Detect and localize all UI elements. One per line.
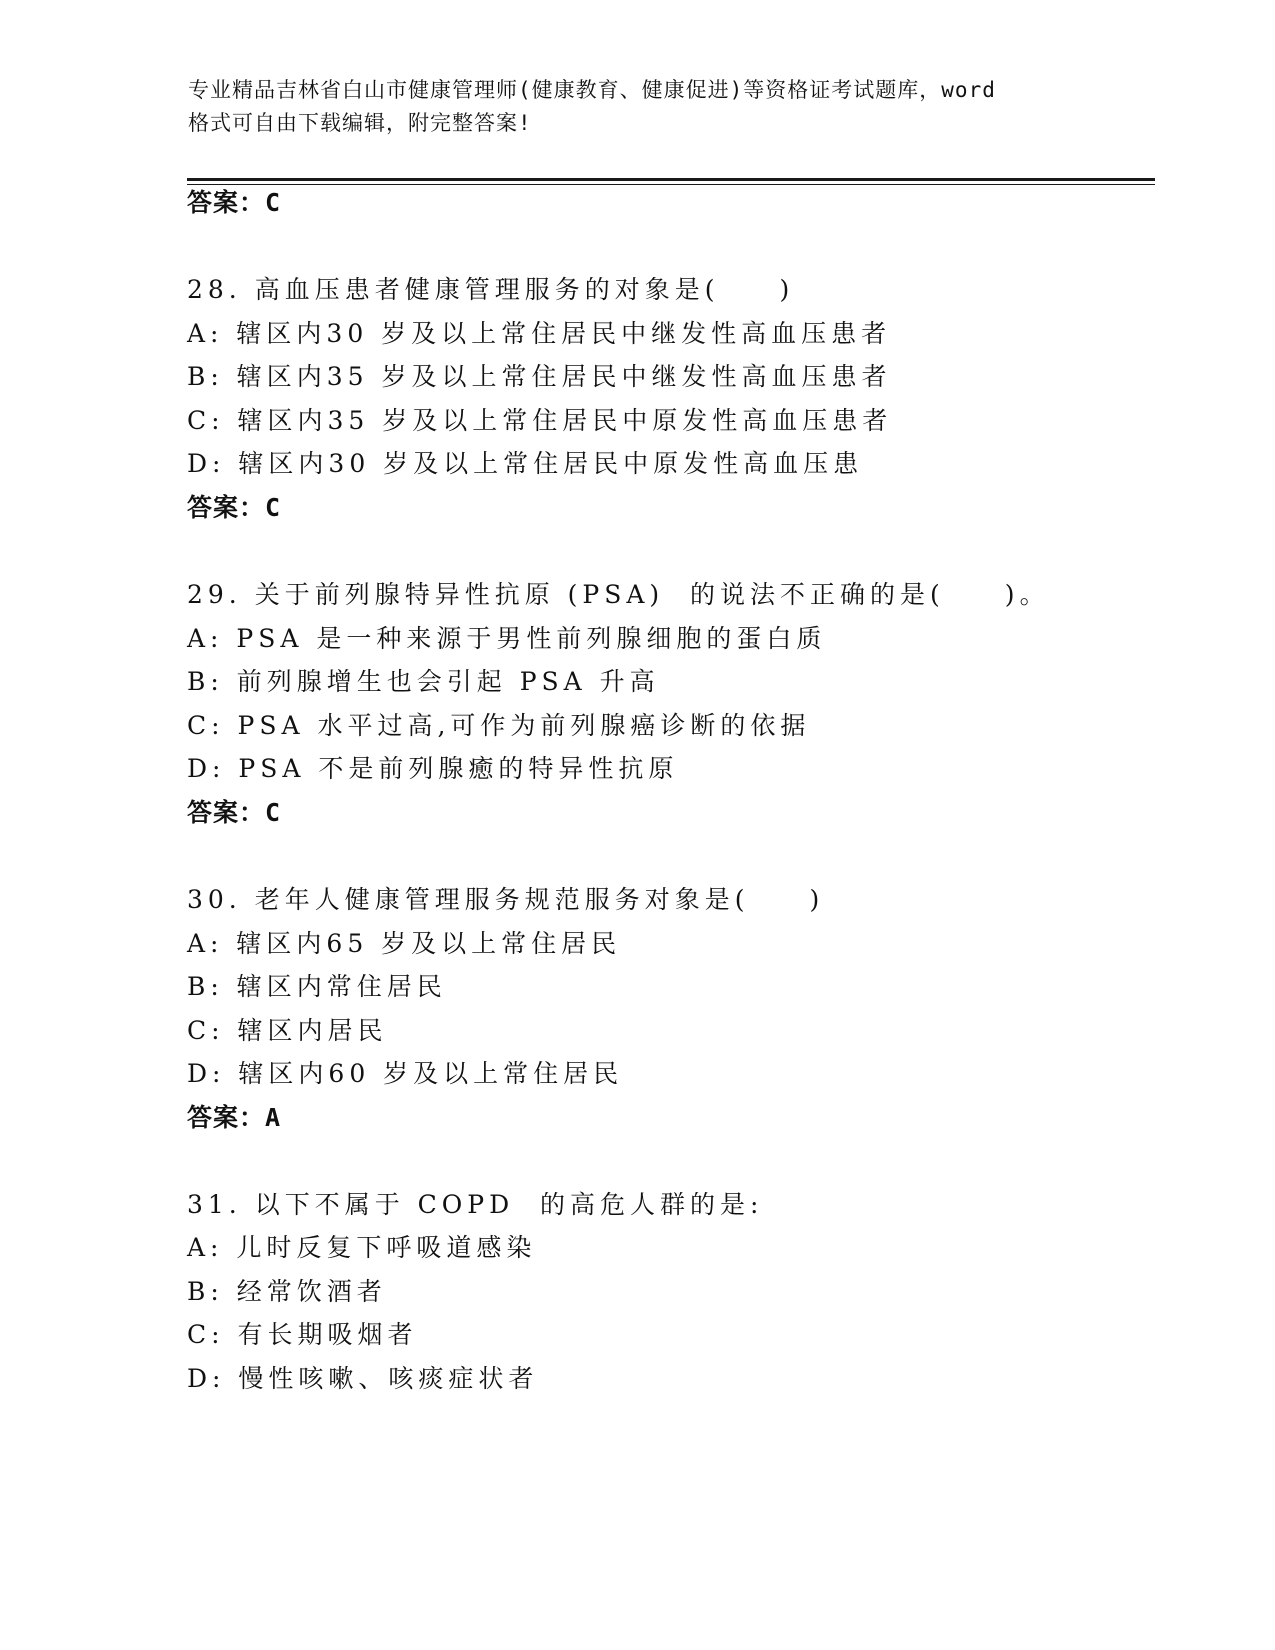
question-answer: 答案：A [187, 1103, 282, 1132]
header-rule-thick [187, 178, 1155, 181]
option-c: C: 有长期吸烟者 [187, 1320, 418, 1349]
option-b: B: 前列腺增生也会引起 PSA 升高 [187, 667, 660, 696]
option-c: C: 辖区内35 岁及以上常住居民中原发性高血压患者 [187, 406, 893, 435]
option-b: B: 辖区内常住居民 [187, 972, 447, 1001]
question-answer: 答案：C [187, 798, 282, 827]
previous-answer: 答案：C [187, 188, 282, 217]
question-answer: 答案：C [187, 493, 282, 522]
option-c: C: PSA 水平过高,可作为前列腺癌诊断的依据 [187, 711, 811, 740]
option-d: D: 慢性咳嗽、咳痰症状者 [187, 1364, 539, 1393]
header-rule-thin [187, 184, 1155, 185]
option-c: C: 辖区内居民 [187, 1016, 388, 1045]
document-header [188, 74, 1088, 140]
header-line-1: 专业精品吉林省白山市健康管理师(健康教育、健康促进)等资格证考试题库，word [188, 78, 996, 102]
option-a: A: 辖区内30 岁及以上常住居民中继发性高血压患者 [187, 319, 892, 348]
option-d: D: 辖区内30 岁及以上常住居民中原发性高血压患 [187, 449, 864, 478]
question-stem: 29. 关于前列腺特异性抗原 (PSA) 的说法不正确的是( )。 [187, 580, 1050, 609]
option-a: A: PSA 是一种来源于男性前列腺细胞的蛋白质 [187, 624, 827, 653]
question-stem: 31. 以下不属于 COPD 的高危人群的是: [187, 1190, 764, 1219]
option-d: D: PSA 不是前列腺癒的特异性抗原 [187, 754, 679, 783]
question-stem: 28. 高血压患者健康管理服务的对象是( ) [187, 275, 795, 304]
option-a: A: 辖区内65 岁及以上常住居民 [187, 929, 622, 958]
option-b: B: 辖区内35 岁及以上常住居民中继发性高血压患者 [187, 362, 892, 391]
option-d: D: 辖区内60 岁及以上常住居民 [187, 1059, 624, 1088]
option-b: B: 经常饮酒者 [187, 1277, 387, 1306]
question-stem: 30. 老年人健康管理服务规范服务对象是( ) [187, 885, 825, 914]
option-a: A: 儿时反复下呼吸道感染 [187, 1233, 537, 1262]
header-line-2: 格式可自由下载编辑，附完整答案! [188, 111, 532, 135]
